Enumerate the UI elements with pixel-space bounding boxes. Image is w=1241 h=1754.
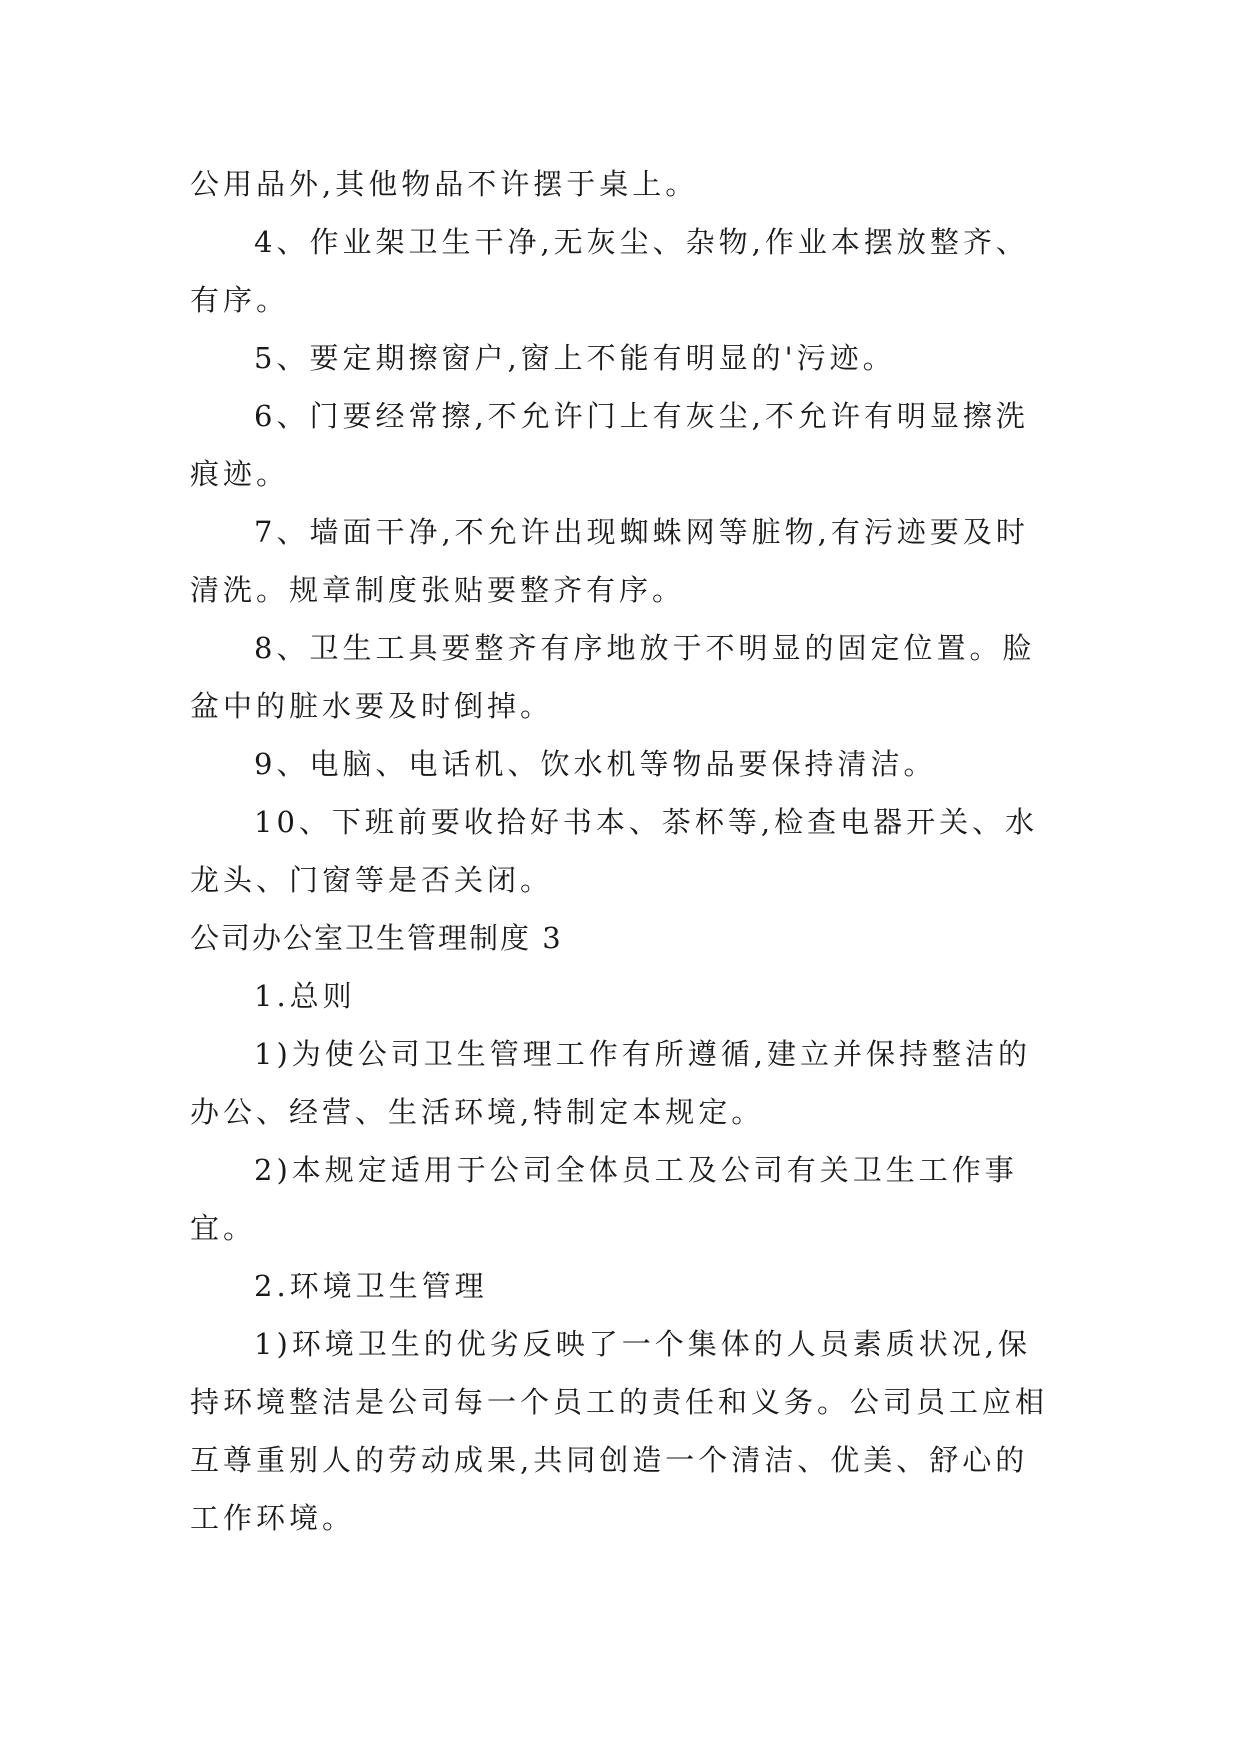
subsection-heading-general: 1.总则 (254, 979, 356, 1013)
list-item-6: 6、门要经常擦,不允许门上有灰尘,不允许有明显擦洗 (254, 399, 1029, 433)
text-line: 盆中的脏水要及时倒掉。 (190, 689, 554, 723)
list-item-8: 8、卫生工具要整齐有序地放于不明显的固定位置。脸 (254, 631, 1036, 665)
text-line: 持环境整洁是公司每一个员工的责任和义务。公司员工应相 (190, 1385, 1049, 1419)
paragraph-line: 1)为使公司卫生管理工作有所遵循,建立并保持整洁的 (254, 1037, 1031, 1071)
subsection-heading-environment: 2.环境卫生管理 (254, 1269, 488, 1303)
list-item-7: 7、墙面干净,不允许出现蜘蛛网等脏物,有污迹要及时 (254, 515, 1029, 549)
text-line: 公用品外,其他物品不许摆于桌上。 (190, 167, 699, 201)
list-item-10: 10、下班前要收拾好书本、茶杯等,检查电器开关、水 (254, 805, 1039, 839)
text-line: 办公、经营、生活环境,特制定本规定。 (190, 1095, 765, 1129)
text-line: 清洗。规章制度张贴要整齐有序。 (190, 573, 686, 607)
section-heading: 公司办公室卫生管理制度 3 (190, 921, 563, 955)
text-line: 有序。 (190, 283, 290, 317)
paragraph-line: 2)本规定适用于公司全体员工及公司有关卫生工作事 (254, 1153, 1018, 1187)
text-line: 互尊重别人的劳动成果,共同创造一个清洁、优美、舒心的 (190, 1443, 1029, 1477)
text-line: 宜。 (190, 1211, 257, 1245)
list-item-5: 5、要定期擦窗户,窗上不能有明显的'污迹。 (254, 341, 896, 375)
document-page (190, 155, 1056, 1547)
paragraph-line: 1)环境卫生的优劣反映了一个集体的人员素质状况,保 (254, 1327, 1031, 1361)
text-line: 痕迹。 (190, 457, 290, 491)
text-line: 龙头、门窗等是否关闭。 (190, 863, 554, 897)
list-item-9: 9、电脑、电话机、饮水机等物品要保持清洁。 (254, 747, 937, 781)
text-line: 工作环境。 (190, 1501, 356, 1535)
list-item-4: 4、作业架卫生干净,无灰尘、杂物,作业本摆放整齐、 (254, 225, 1029, 259)
